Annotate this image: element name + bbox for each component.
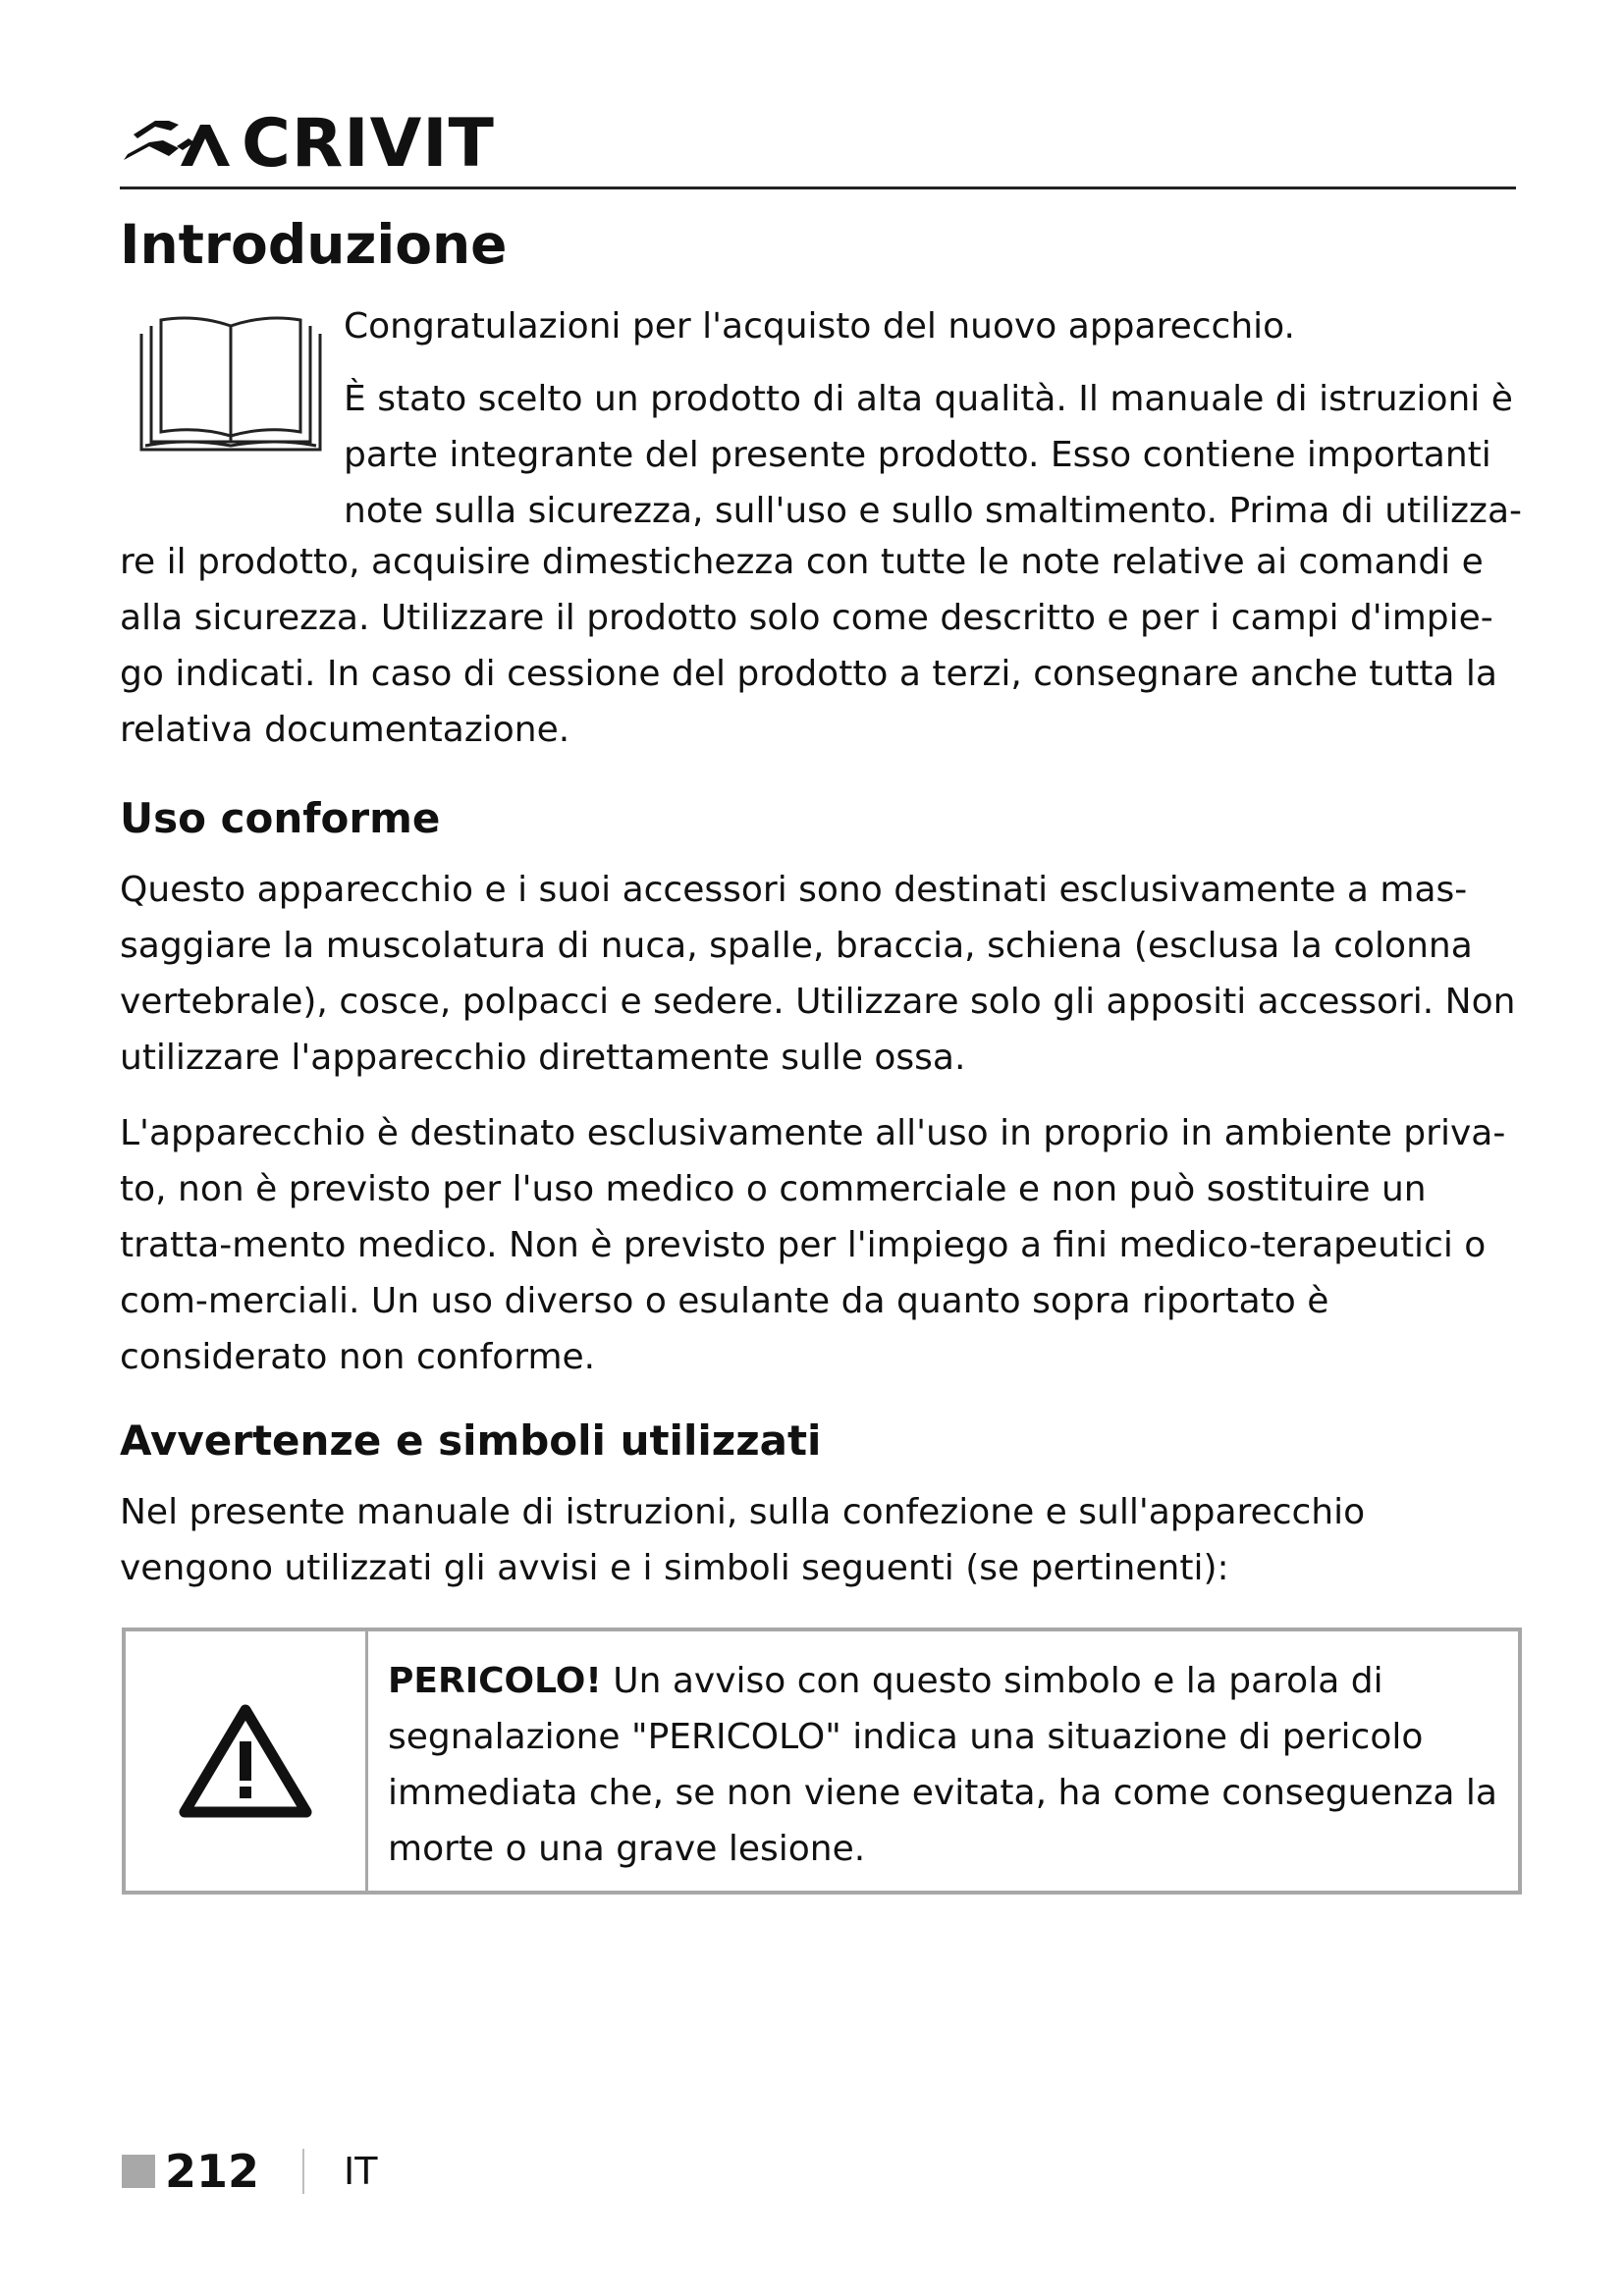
intro-line-3: parte integrante del presente prodotto. Esso contiene importanti <box>344 435 1491 475</box>
brand-logo <box>120 105 495 183</box>
section-title-uso-conforme: Uso conforme <box>120 794 441 842</box>
section-title-introduzione: Introduzione <box>120 213 508 276</box>
footer-marker <box>122 2155 155 2188</box>
uso-conforme-paragraph-2: L'apparecchio è destinato esclusivamente all'uso in proprio in ambiente priva-to, non è previsto per l'uso medico o commerciale e non può sostituire un tratta-mento medico. Non è previsto per l'impiego a fini medico-terapeutici o com-merciali. Un uso diverso o esulante da quanto sopra riportato è considerato non conforme. <box>120 1113 1506 1377</box>
warning-text-cell <box>368 1631 1518 1891</box>
avvertenze-paragraph: Nel presente manuale di istruzioni, sulla confezione e sull'apparecchio vengono utilizzati gli avvisi e i simboli seguenti (se pertinenti): <box>120 1492 1366 1588</box>
warning-triangle-icon <box>179 1702 312 1820</box>
header-divider <box>120 187 1516 189</box>
uso-conforme-paragraph-1: Questo apparecchio e i suoi accessori sono destinati esclusivamente a mas-saggiare la muscolatura di nuca, spalle, braccia, schiena (esclusa la colonna vertebrale), cosce, polpacci e sedere. Utilizzare solo gli appositi accessori. Non utilizzare l'apparecchio direttamente sulle ossa. <box>120 870 1516 1078</box>
crivit-swoosh-icon <box>120 117 236 172</box>
page-number: 212 <box>165 2145 260 2198</box>
language-code: IT <box>344 2150 378 2193</box>
warning-icon-cell <box>126 1631 368 1891</box>
warning-signal-word: PERICOLO! <box>388 1661 602 1701</box>
intro-line-4: note sulla sicurezza, sull'uso e sullo smaltimento. Prima di utilizza- <box>344 491 1523 531</box>
warning-description: Un avviso con questo simbolo e la parola di segnalazione "PERICOLO" indica una situazione di pericolo immediata che, se non viene evitata, ha come conseguenza la morte o una grave lesione. <box>388 1661 1497 1869</box>
footer-divider <box>302 2149 304 2194</box>
warning-table <box>122 1628 1522 1895</box>
intro-line-2: È stato scelto un prodotto di alta qualità. Il manuale di istruzioni è <box>344 379 1513 419</box>
open-book-icon <box>137 312 324 457</box>
page-footer <box>122 2142 377 2201</box>
intro-paragraph-continuation: re il prodotto, acquisire dimestichezza con tutte le note relative ai comandi e alla sicurezza. Utilizzare il prodotto solo come descritto e per i campi d'impie-go indicati. In caso di cessione del prodotto a terzi, consegnare anche tutta la relativa documentazione. <box>120 542 1497 750</box>
brand-name: CRIVIT <box>242 105 495 183</box>
section-title-avvertenze: Avvertenze e simboli utilizzati <box>120 1416 822 1465</box>
intro-line-1: Congratulazioni per l'acquisto del nuovo apparecchio. <box>344 306 1295 347</box>
